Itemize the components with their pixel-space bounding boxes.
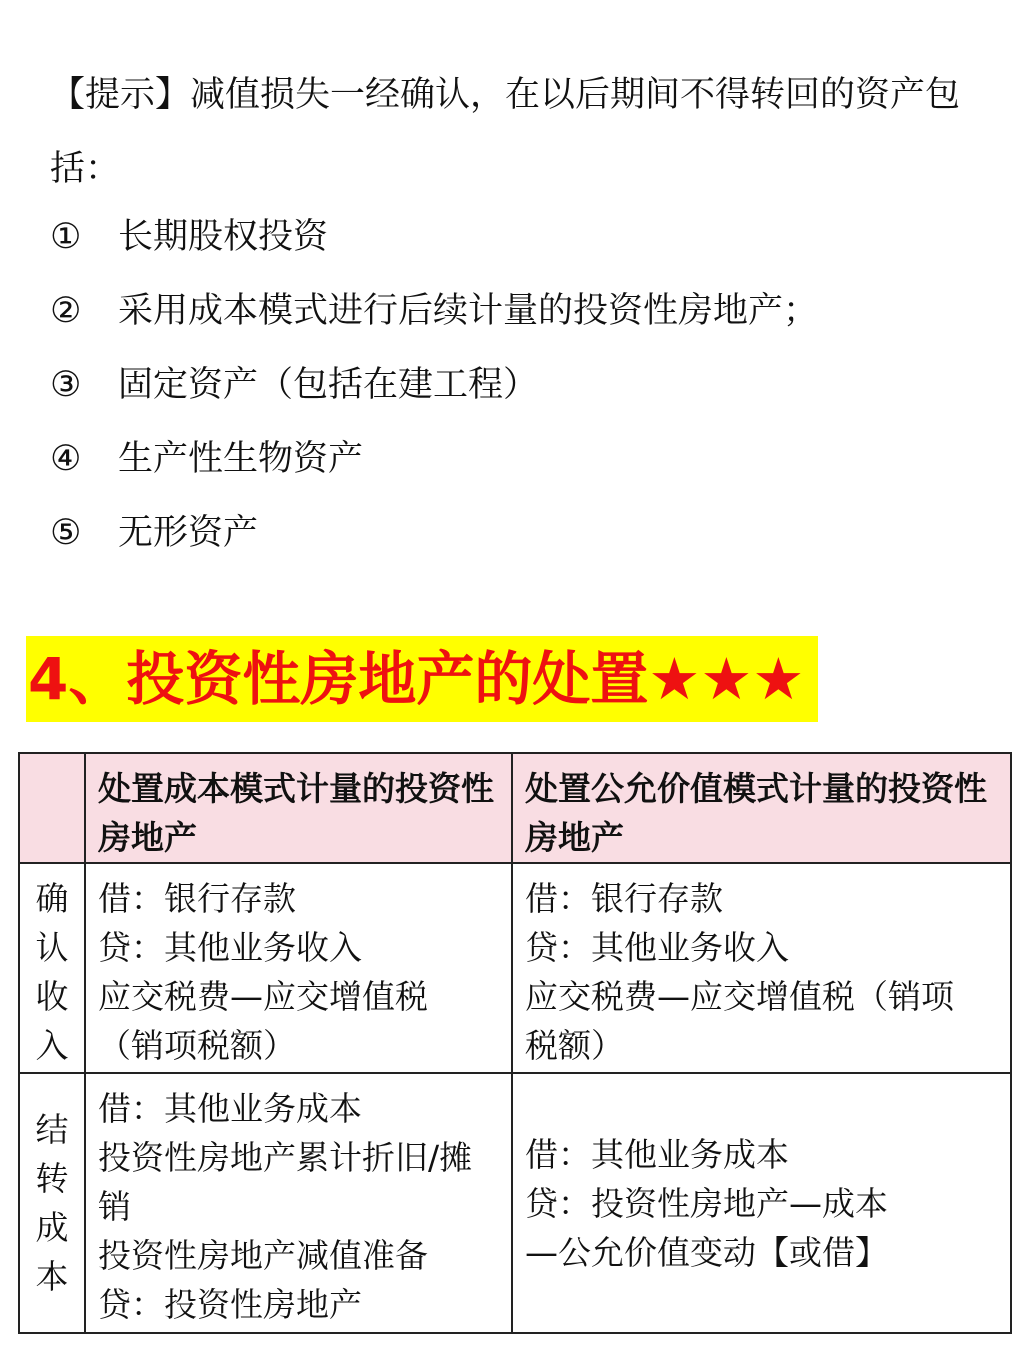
tip-paragraph: 【提示】减值损失一经确认，在以后期间不得转回的资产包括：: [50, 75, 961, 189]
cost-model-income-entry: [85, 863, 512, 1073]
list-text: 长期股权投资: [118, 217, 329, 257]
fair-value-cost-entry: [512, 1073, 1011, 1333]
list-number: ①: [50, 217, 82, 257]
entry-line: 借：其他业务成本: [525, 1134, 789, 1174]
list-item: [50, 348, 818, 422]
entry-line: 借：其他业务成本: [98, 1089, 362, 1128]
list-item: [50, 422, 818, 496]
entry-line: 贷：其他业务收入: [525, 928, 789, 967]
entry-line: （销项税额）: [98, 1026, 296, 1065]
row-label-char: 收: [35, 977, 69, 1016]
list-number: ③: [50, 365, 82, 405]
section-heading: 4、投资性房地产的处置★★★: [26, 636, 818, 722]
asset-list: [50, 200, 818, 570]
row-label-char: 本: [35, 1257, 69, 1296]
list-text: 生产性生物资产: [118, 439, 364, 479]
header-fair-value-model: 处置公允价值模式计量的投资性房地产: [512, 753, 1011, 863]
entry-line: —公允价值变动【或借】: [525, 1232, 888, 1272]
list-number: ④: [50, 439, 82, 479]
list-text: 固定资产（包括在建工程）: [118, 365, 539, 405]
entry-line: 贷：投资性房地产: [98, 1285, 362, 1324]
fair-value-income-entry: [512, 863, 1011, 1073]
entry-line: 投资性房地产减值准备: [98, 1236, 428, 1275]
row-label-carry-cost: [19, 1073, 85, 1333]
entry-line: 应交税费—应交增值税（销项: [525, 977, 954, 1016]
row-label-char: 转: [35, 1159, 69, 1198]
cost-model-cost-entry: [85, 1073, 512, 1333]
list-number: ②: [50, 291, 82, 331]
row-label-char: 入: [35, 1026, 69, 1065]
disposal-table: [18, 752, 1012, 1334]
entry-line: 借：银行存款: [98, 879, 296, 918]
row-label-char: 认: [35, 928, 69, 967]
list-text: 采用成本模式进行后续计量的投资性房地产；: [118, 291, 819, 331]
entry-line: 贷：其他业务收入: [98, 928, 362, 967]
row-label-char: 结: [35, 1110, 69, 1149]
list-number: ⑤: [50, 513, 82, 553]
table-header-row: [19, 753, 1011, 863]
list-item: [50, 496, 818, 570]
header-corner-cell: [19, 753, 85, 863]
row-label-char: 确: [35, 879, 69, 918]
entry-line: 税额）: [525, 1026, 624, 1065]
entry-line: 投资性房地产累计折旧/摊: [98, 1138, 473, 1177]
list-item: [50, 200, 818, 274]
header-cost-model: 处置成本模式计量的投资性房地产: [85, 753, 512, 863]
entry-line: 销: [98, 1187, 131, 1226]
entry-line: 贷：投资性房地产—成本: [525, 1183, 888, 1223]
entry-line: 应交税费—应交增值税: [98, 977, 428, 1016]
entry-line: 借：银行存款: [525, 879, 723, 918]
row-label-recognize-income: [19, 863, 85, 1073]
table-row: [19, 863, 1011, 1073]
list-item: [50, 274, 818, 348]
row-label-char: 成: [35, 1208, 69, 1247]
list-text: 无形资产: [118, 513, 259, 553]
table-row: [19, 1073, 1011, 1333]
